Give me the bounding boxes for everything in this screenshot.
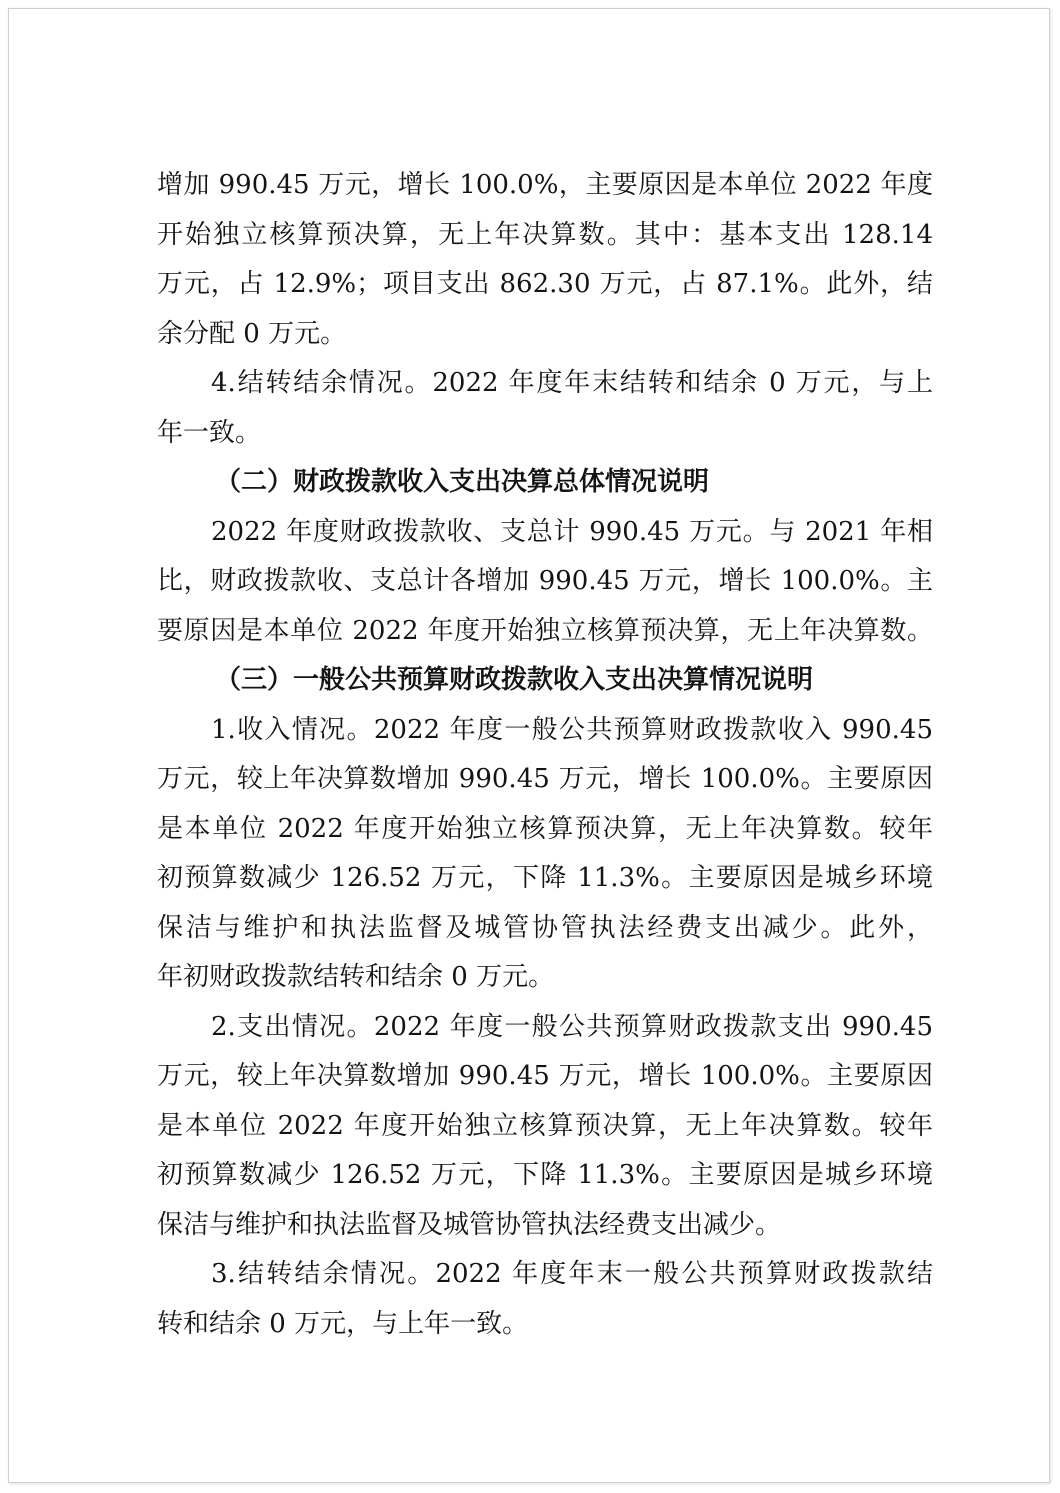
document-body <box>157 161 933 1349</box>
text-line: 转和结余 0 万元，与上年一致。 <box>157 1308 529 1339</box>
text-line: 增加 990.45 万元，增长 100.0%，主要原因是本单位 2022 年度 <box>157 170 933 200</box>
text-line: 万元，较上年决算数增加 990.45 万元，增长 100.0%。主要原因 <box>157 1061 933 1091</box>
text-line: 开始独立核算预决算，无上年决算数。其中：基本支出 128.14 <box>157 219 933 250</box>
text-line: 4.结转结余情况。2022 年度年末结转和结余 0 万元，与上 <box>211 368 933 398</box>
text-line: 1.收入情况。2022 年度一般公共预算财政拨款收入 990.45 <box>211 714 933 745</box>
section-heading: （三）一般公共预算财政拨款收入支出决算情况说明 <box>215 665 814 695</box>
text-line: 2022 年度财政拨款收、支总计 990.45 万元。与 2021 年相 <box>211 516 933 547</box>
text-line: 比，财政拨款收、支总计各增加 990.45 万元，增长 100.0%。主 <box>157 566 933 596</box>
document-page <box>8 8 1050 1483</box>
text-line: 是本单位 2022 年度开始独立核算预决算，无上年决算数。较年 <box>157 1110 933 1141</box>
text-line: 年一致。 <box>157 417 262 448</box>
text-line: 要原因是本单位 2022 年度开始独立核算预决算，无上年决算数。 <box>157 615 933 646</box>
text-line: 年初财政拨款结转和结余 0 万元。 <box>157 962 555 992</box>
text-line: 初预算数减少 126.52 万元，下降 11.3%。主要原因是城乡环境 <box>157 863 933 893</box>
text-line: 保洁与维护和执法监督及城管协管执法经费支出减少。此外， <box>157 912 933 943</box>
text-line: 2.支出情况。2022 年度一般公共预算财政拨款支出 990.45 <box>211 1011 933 1042</box>
text-line: 保洁与维护和执法监督及城管协管执法经费支出减少。 <box>157 1209 782 1240</box>
text-line: 3.结转结余情况。2022 年度年末一般公共预算财政拨款结 <box>211 1259 933 1289</box>
section-heading: （二）财政拨款收入支出决算总体情况说明 <box>215 467 710 497</box>
text-line: 万元，较上年决算数增加 990.45 万元，增长 100.0%。主要原因 <box>157 764 933 794</box>
text-line: 是本单位 2022 年度开始独立核算预决算，无上年决算数。较年 <box>157 813 933 844</box>
text-line: 余分配 0 万元。 <box>157 318 347 349</box>
text-line: 万元，占 12.9%；项目支出 862.30 万元，占 87.1%。此外，结 <box>157 269 933 299</box>
text-line: 初预算数减少 126.52 万元，下降 11.3%。主要原因是城乡环境 <box>157 1160 933 1190</box>
